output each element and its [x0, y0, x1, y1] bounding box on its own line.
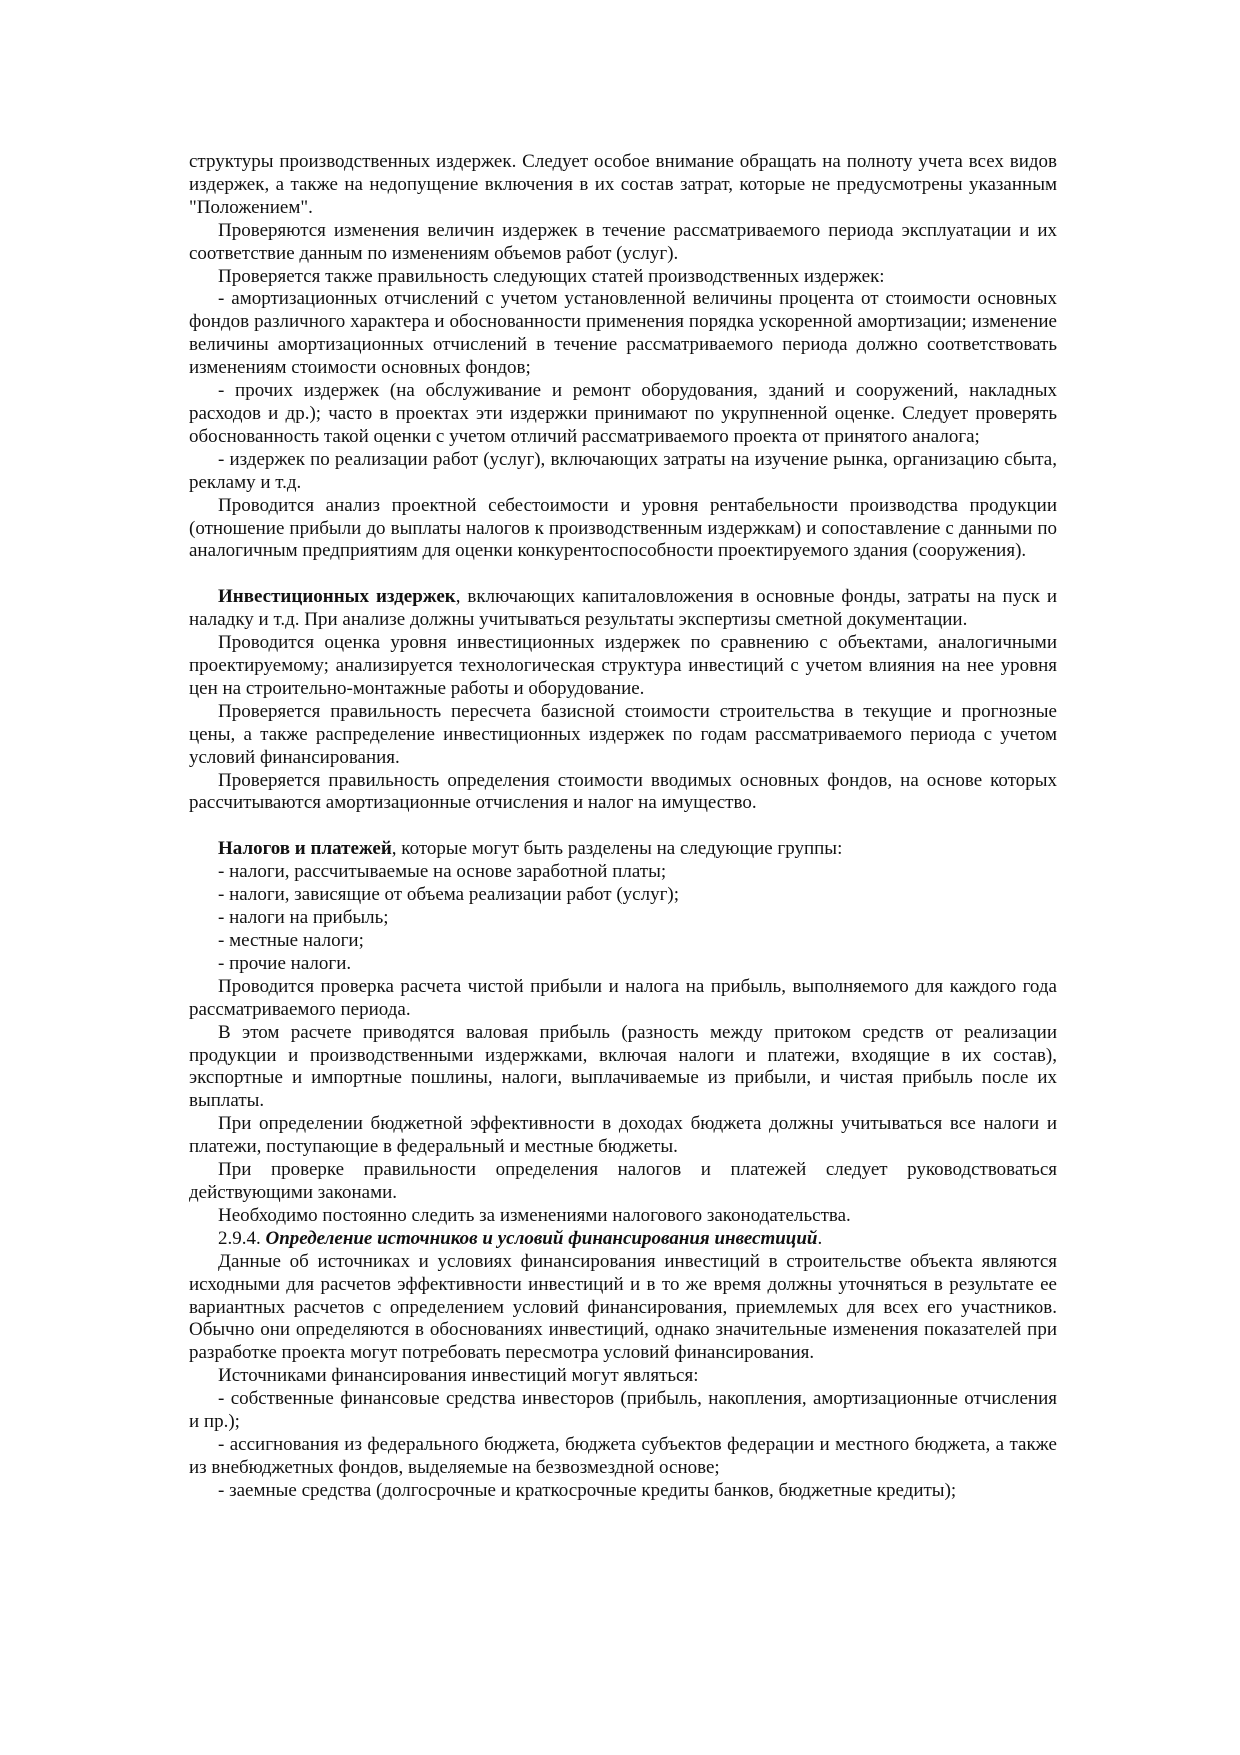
paragraph: Проверяются изменения величин издержек в течение рассматриваемого периода эксплуатации и их соответствие данным по изменениям объемов работ (услуг). [189, 219, 1057, 264]
list-item: - налоги, рассчитываемые на основе заработной платы; [218, 861, 667, 883]
bold-term: Инвестиционных издержек [218, 586, 456, 608]
list-item: - издержек по реализации работ (услуг), включающих затраты на изучение рынка, организацию сбыта, рекламу и т.д. [189, 448, 1057, 493]
paragraph: В этом расчете приводятся валовая прибыль (разность между притоком средств от реализации продукции и производственными издержками, включая налоги и платежи, входящие в их состав), экспортные и импортные пошлины, налоги, выплачиваемые из прибыли, и чистая прибыль после их выплаты. [189, 1021, 1057, 1112]
section-end: . [817, 1227, 823, 1249]
list-item: - прочих издержек (на обслуживание и ремонт оборудования, зданий и сооружений, накладных расходов и др.); часто в проектах эти издержки принимают по укрупненной оценке. Следует проверять обоснованность такой оценки с учетом отличий рассматриваемого проекта от принятого аналога; [189, 380, 1057, 447]
paragraph: Проводится оценка уровня инвестиционных издержек по сравнению с объектами, аналогичными проектируемому; анализируется технологическая структура инвестиций с учетом влияния на нее уровня цен на строительно-монтажные работы и оборудование. [189, 632, 1057, 699]
paragraph [189, 586, 1057, 632]
list-item: - местные налоги; [218, 930, 364, 951]
list-item: - налоги, зависящие от объема реализации работ (услуг); [218, 884, 680, 906]
paragraph: Проводится анализ проектной себестоимости и уровня рентабельности производства продукции (отношение прибыли до выплаты налогов к производственным издержкам) и сопоставление с данными по аналогичным предприятиям для оценки конкурентоспособности проектируемого здания (сооружения). [189, 494, 1057, 562]
paragraph: Источниками финансирования инвестиций могут являться: [218, 1365, 699, 1387]
list-item: - собственные финансовые средства инвесторов (прибыль, накопления, амортизационные отчисления и пр.); [189, 1388, 1057, 1433]
section-number: 2.9.4. [218, 1227, 266, 1249]
paragraph: Проверяется также правильность следующих статей производственных издержек: [218, 265, 885, 287]
paragraph: При проверке правильности определения налогов и платежей следует руководствоваться действующими законами. [189, 1159, 1057, 1203]
paragraph: Необходимо постоянно следить за изменениями налогового законодательства. [218, 1204, 851, 1226]
paragraph: Проводится проверка расчета чистой прибыли и налога на прибыль, выполняемого для каждого года рассматриваемого периода. [189, 975, 1057, 1020]
section-heading [189, 1228, 1057, 1251]
paragraph: структуры производственных издержек. Следует особое внимание обращать на полноту учета всех видов издержек, а также на недопущение включения в их состав затрат, которые не предусмотрены указанным "Положением". [189, 151, 1057, 218]
paragraph [189, 838, 1057, 861]
section-title: Определение источников и условий финансирования инвестиций [265, 1227, 818, 1249]
list-item: - налоги на прибыль; [218, 907, 389, 929]
list-item: - заемные средства (долгосрочные и краткосрочные кредиты банков, бюджетные кредиты); [218, 1479, 957, 1501]
spacer [189, 563, 1057, 586]
paragraph: При определении бюджетной эффективности в доходах бюджета должны учитываться все налоги и платежи, поступающие в федеральный и местные бюджеты. [189, 1113, 1057, 1158]
paragraph-text: , которые могут быть разделены на следующие группы: [391, 838, 843, 860]
list-item: - прочие налоги. [218, 952, 352, 974]
paragraph-text: , включающих капиталовложения в основные фонды, затраты на пуск и наладку и т.д. При анализе должны учитываться результаты экспертизы сметной документации. [189, 586, 1057, 631]
paragraph: Данные об источниках и условиях финансирования инвестиций в строительстве объекта являются исходными для расчетов эффективности инвестиций и в то же время должны уточняться в результате ее вариантных расчетов с определением условий финансирования, приемлемых для всех его участников. Обычно они определяются в обоснованиях инвестиций, однако значительные изменения показателей при разработке проекта могут потребовать пересмотра условий финансирования. [189, 1250, 1057, 1364]
paragraph: Проверяется правильность определения стоимости вводимых основных фондов, на основе которых рассчитываются амортизационные отчисления и налог на имущество. [189, 769, 1057, 814]
list-item: - ассигнования из федерального бюджета, бюджета субъектов федерации и местного бюджета, а также из внебюджетных фондов, выделяемые на безвозмездной основе; [189, 1433, 1057, 1478]
list-item: - амортизационных отчислений с учетом установленной величины процента от стоимости основных фондов различного характера и обоснованности применения порядка ускоренной амортизации; изменение величины амортизационных отчислений в течение рассматриваемого периода должно соответствовать изменениям стоимости основных фондов; [189, 288, 1057, 379]
paragraph: Проверяется правильность пересчета базисной стоимости строительства в текущие и прогнозные цены, а также распределение инвестиционных издержек по годам рассматриваемого периода с учетом условий финансирования. [189, 700, 1057, 768]
spacer [189, 815, 1057, 838]
bold-term: Налогов и платежей [218, 838, 392, 860]
document-page [189, 151, 1057, 1503]
